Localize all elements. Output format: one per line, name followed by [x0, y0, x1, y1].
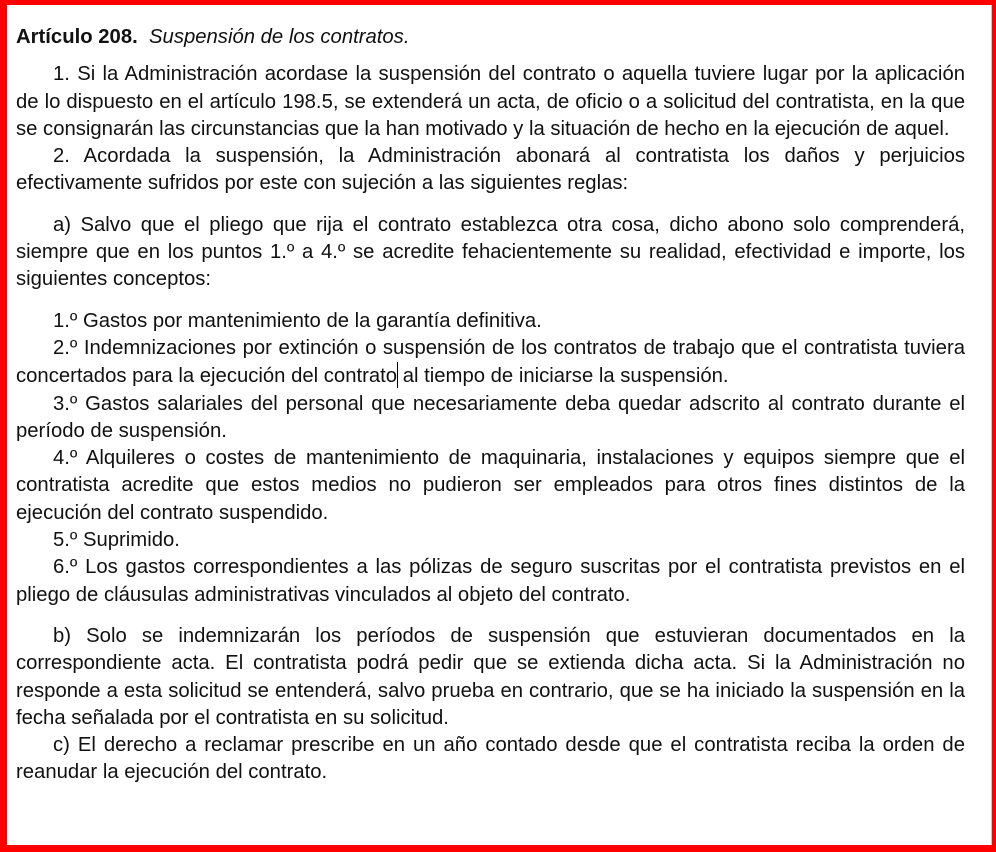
concept-1[interactable]: 1.º Gastos por mantenimiento de la garantía definitiva.	[53, 309, 542, 332]
rule-b[interactable]: b) Solo se indemnizarán los períodos de suspensión que estuvieran documentados en la correspondiente acta. El contratista podrá pedir que se extienda dicha acta. Si la Administración no responde a esta solicitud se entenderá, salvo prueba en contrario, que se ha iniciado la suspensión en la fecha señalada por el contratista en su solicitud.	[16, 624, 965, 729]
article-number: Artículo 208.	[16, 26, 138, 48]
paragraph-1[interactable]: 1. Si la Administración acordase la suspensión del contrato o aquella tuviere lugar por la aplicación de lo dispuesto en el artículo 198.5, se extenderá un acta, de oficio o a solicitud del contratista, en la que se consignarán las circunstancias que la han motivado y la situación de hecho en la ejecución de aquel.	[16, 63, 965, 140]
article-title: Suspensión de los contratos.	[149, 26, 410, 48]
concept-2[interactable]	[16, 335, 965, 391]
article-heading	[16, 24, 965, 51]
concept-5[interactable]: 5.º Suprimido.	[53, 529, 180, 552]
rule-a[interactable]: a) Salvo que el pliego que rija el contrato establezca otra cosa, dicho abono solo comprenderá, siempre que en los puntos 1.º a 4.º se acredite fehacientemente su realidad, efectividad e importe, los siguientes conceptos:	[16, 213, 965, 291]
concept-2-text-start: 2.º Indemnizaciones por extinción o suspensión de los contratos de trabajo que el contratista tuviera concertados para la ejecución del contrato	[16, 336, 965, 388]
rule-c[interactable]: c) El derecho a reclamar prescribe en un año contado desde que el contratista reciba la orden de reanudar la ejecución del contrato.	[16, 734, 965, 784]
concept-4[interactable]: 4.º Alquileres o costes de mantenimiento de maquinaria, instalaciones y equipos siempre que el contratista acredite que estos medios no pudieron ser empleados para otros fines distintos de la ejecución del contrato suspendido.	[16, 447, 965, 524]
paragraph-2[interactable]: 2. Acordada la suspensión, la Administración abonará al contratista los daños y perjuicios efectivamente sufridos por este con sujeción a las siguientes reglas:	[16, 145, 965, 195]
concept-3[interactable]: 3.º Gastos salariales del personal que necesariamente deba quedar adscrito al contrato durante el período de suspensión.	[16, 392, 965, 442]
concept-2-text-end: al tiempo de iniciarse la suspensión.	[397, 365, 729, 388]
frame-shadow	[991, 5, 992, 845]
concept-6[interactable]: 6.º Los gastos correspondientes a las pólizas de seguro suscritas por el contratista previstos en el pliego de cláusulas administrativas vinculados al objeto del contrato.	[16, 556, 965, 606]
document-body	[16, 24, 965, 787]
